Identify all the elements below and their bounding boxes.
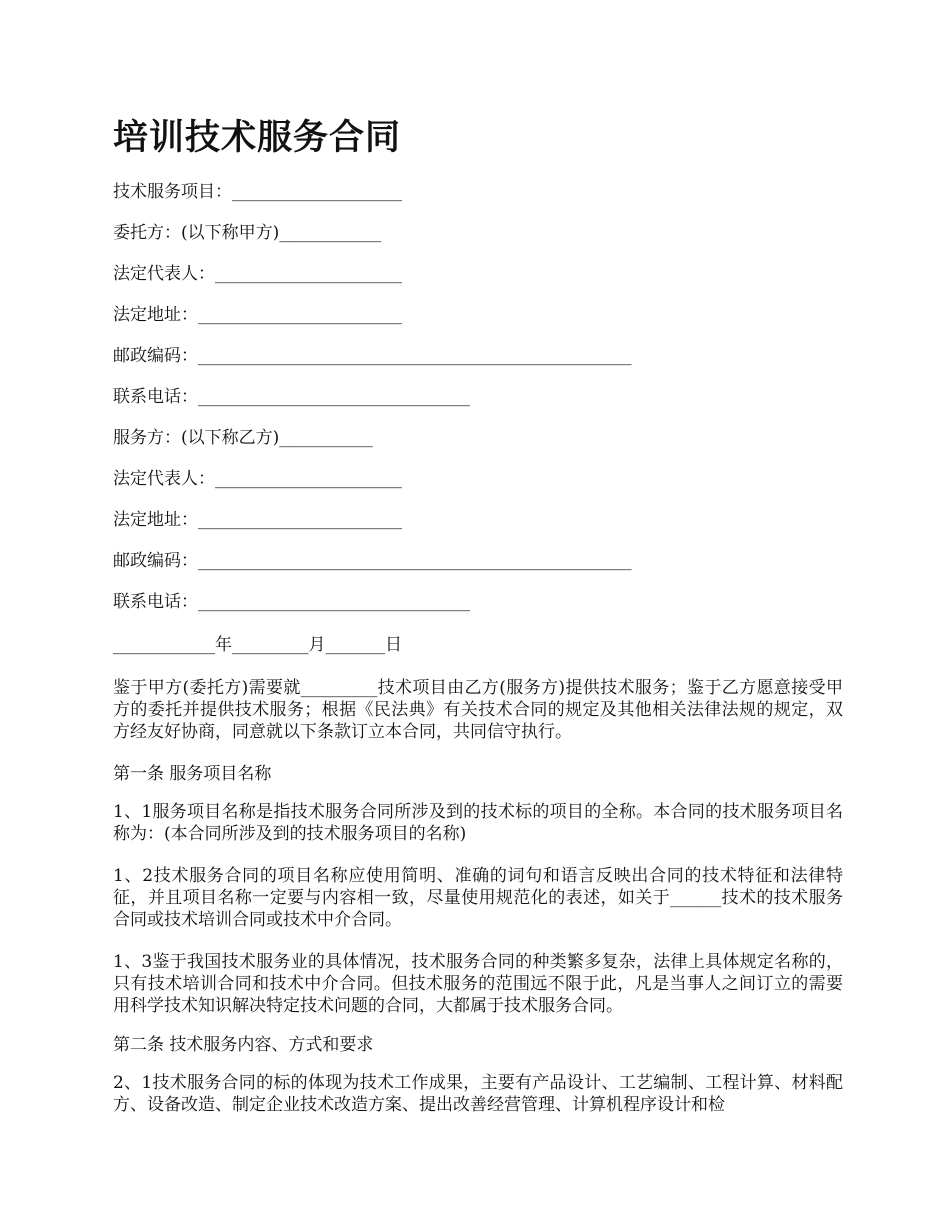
field-label: 邮政编码： <box>113 551 198 571</box>
field-label: 技术服务项目： <box>113 182 232 202</box>
field-client <box>113 222 381 244</box>
field-label: 法定代表人： <box>113 469 215 489</box>
field-provider-address <box>113 509 402 531</box>
field-service-project <box>113 181 402 203</box>
field-client-phone <box>113 386 470 408</box>
field-blank: ___________________________________________________ <box>198 551 632 571</box>
field-blank: ____________ <box>279 223 382 243</box>
field-label: 联系电话： <box>113 592 198 612</box>
date-line: ____________年_________月_______日 <box>113 635 402 655</box>
field-provider-representative <box>113 468 402 490</box>
field-label: 法定地址： <box>113 510 198 530</box>
field-client-address <box>113 304 402 326</box>
field-client-representative <box>113 263 402 285</box>
clause-1-1: 1、1服务项目名称是指技术服务合同所涉及到的技术标的项目的全称。本合同的技术服务项目名称为：(本合同所涉及到的技术服务项目的名称) <box>113 802 843 844</box>
field-provider-phone <box>113 591 470 613</box>
field-client-postcode <box>113 345 632 367</box>
field-blank: ________________________ <box>198 305 402 325</box>
clause-1-2: 1、2技术服务合同的项目名称应使用简明、准确的词句和语言反映出合同的技术特征和法律特征，并且项目名称一定要与内容相一致，尽量使用规范化的表述，如关于______技术的技术服务合同或技术培训合同或技术中介合同。 <box>113 866 843 930</box>
field-label: 法定地址： <box>113 305 198 325</box>
field-blank: ________________________________ <box>198 592 470 612</box>
field-blank: ___________ <box>279 428 373 448</box>
field-label: 服务方：(以下称乙方) <box>113 428 280 448</box>
field-label: 邮政编码： <box>113 346 198 366</box>
field-blank: ________________________________ <box>198 387 470 407</box>
clause-1-3: 1、3鉴于我国技术服务业的具体情况，技术服务合同的种类繁多复杂，法律上具体规定名称的，只有技术培训合同和技术中介合同。但技术服务的范围远不限于此，凡是当事人之间订立的需要用科学技术知识解决特定技术问题的合同，大都属于技术服务合同。 <box>113 952 843 1016</box>
field-label: 法定代表人： <box>113 264 215 284</box>
field-blank: ___________________________________________________ <box>198 346 632 366</box>
field-label: 委托方：(以下称甲方) <box>113 223 280 243</box>
article-1-heading: 第一条 服务项目名称 <box>113 764 272 784</box>
field-provider <box>113 427 373 449</box>
field-provider-postcode <box>113 550 632 572</box>
field-blank: ______________________ <box>215 264 402 284</box>
field-blank: ________________________ <box>198 510 402 530</box>
field-label: 联系电话： <box>113 387 198 407</box>
field-blank: ____________________ <box>232 182 402 202</box>
article-2-heading: 第二条 技术服务内容、方式和要求 <box>113 1035 374 1055</box>
preamble-paragraph: 鉴于甲方(委托方)需要就_________技术项目由乙方(服务方)提供技术服务；鉴于乙方愿意接受甲方的委托并提供技术服务；根据《民法典》有关技术合同的规定及其他相关法律法规的规定，双方经友好协商，同意就以下条款订立本合同，共同信守执行。 <box>113 678 843 742</box>
field-blank: ______________________ <box>215 469 402 489</box>
document-title: 培训技术服务合同 <box>113 117 402 158</box>
clause-2-1: 2、1技术服务合同的标的体现为技术工作成果，主要有产品设计、工艺编制、工程计算、材料配方、设备改造、制定企业技术改造方案、提出改善经营管理、计算机程序设计和检 <box>113 1073 843 1115</box>
